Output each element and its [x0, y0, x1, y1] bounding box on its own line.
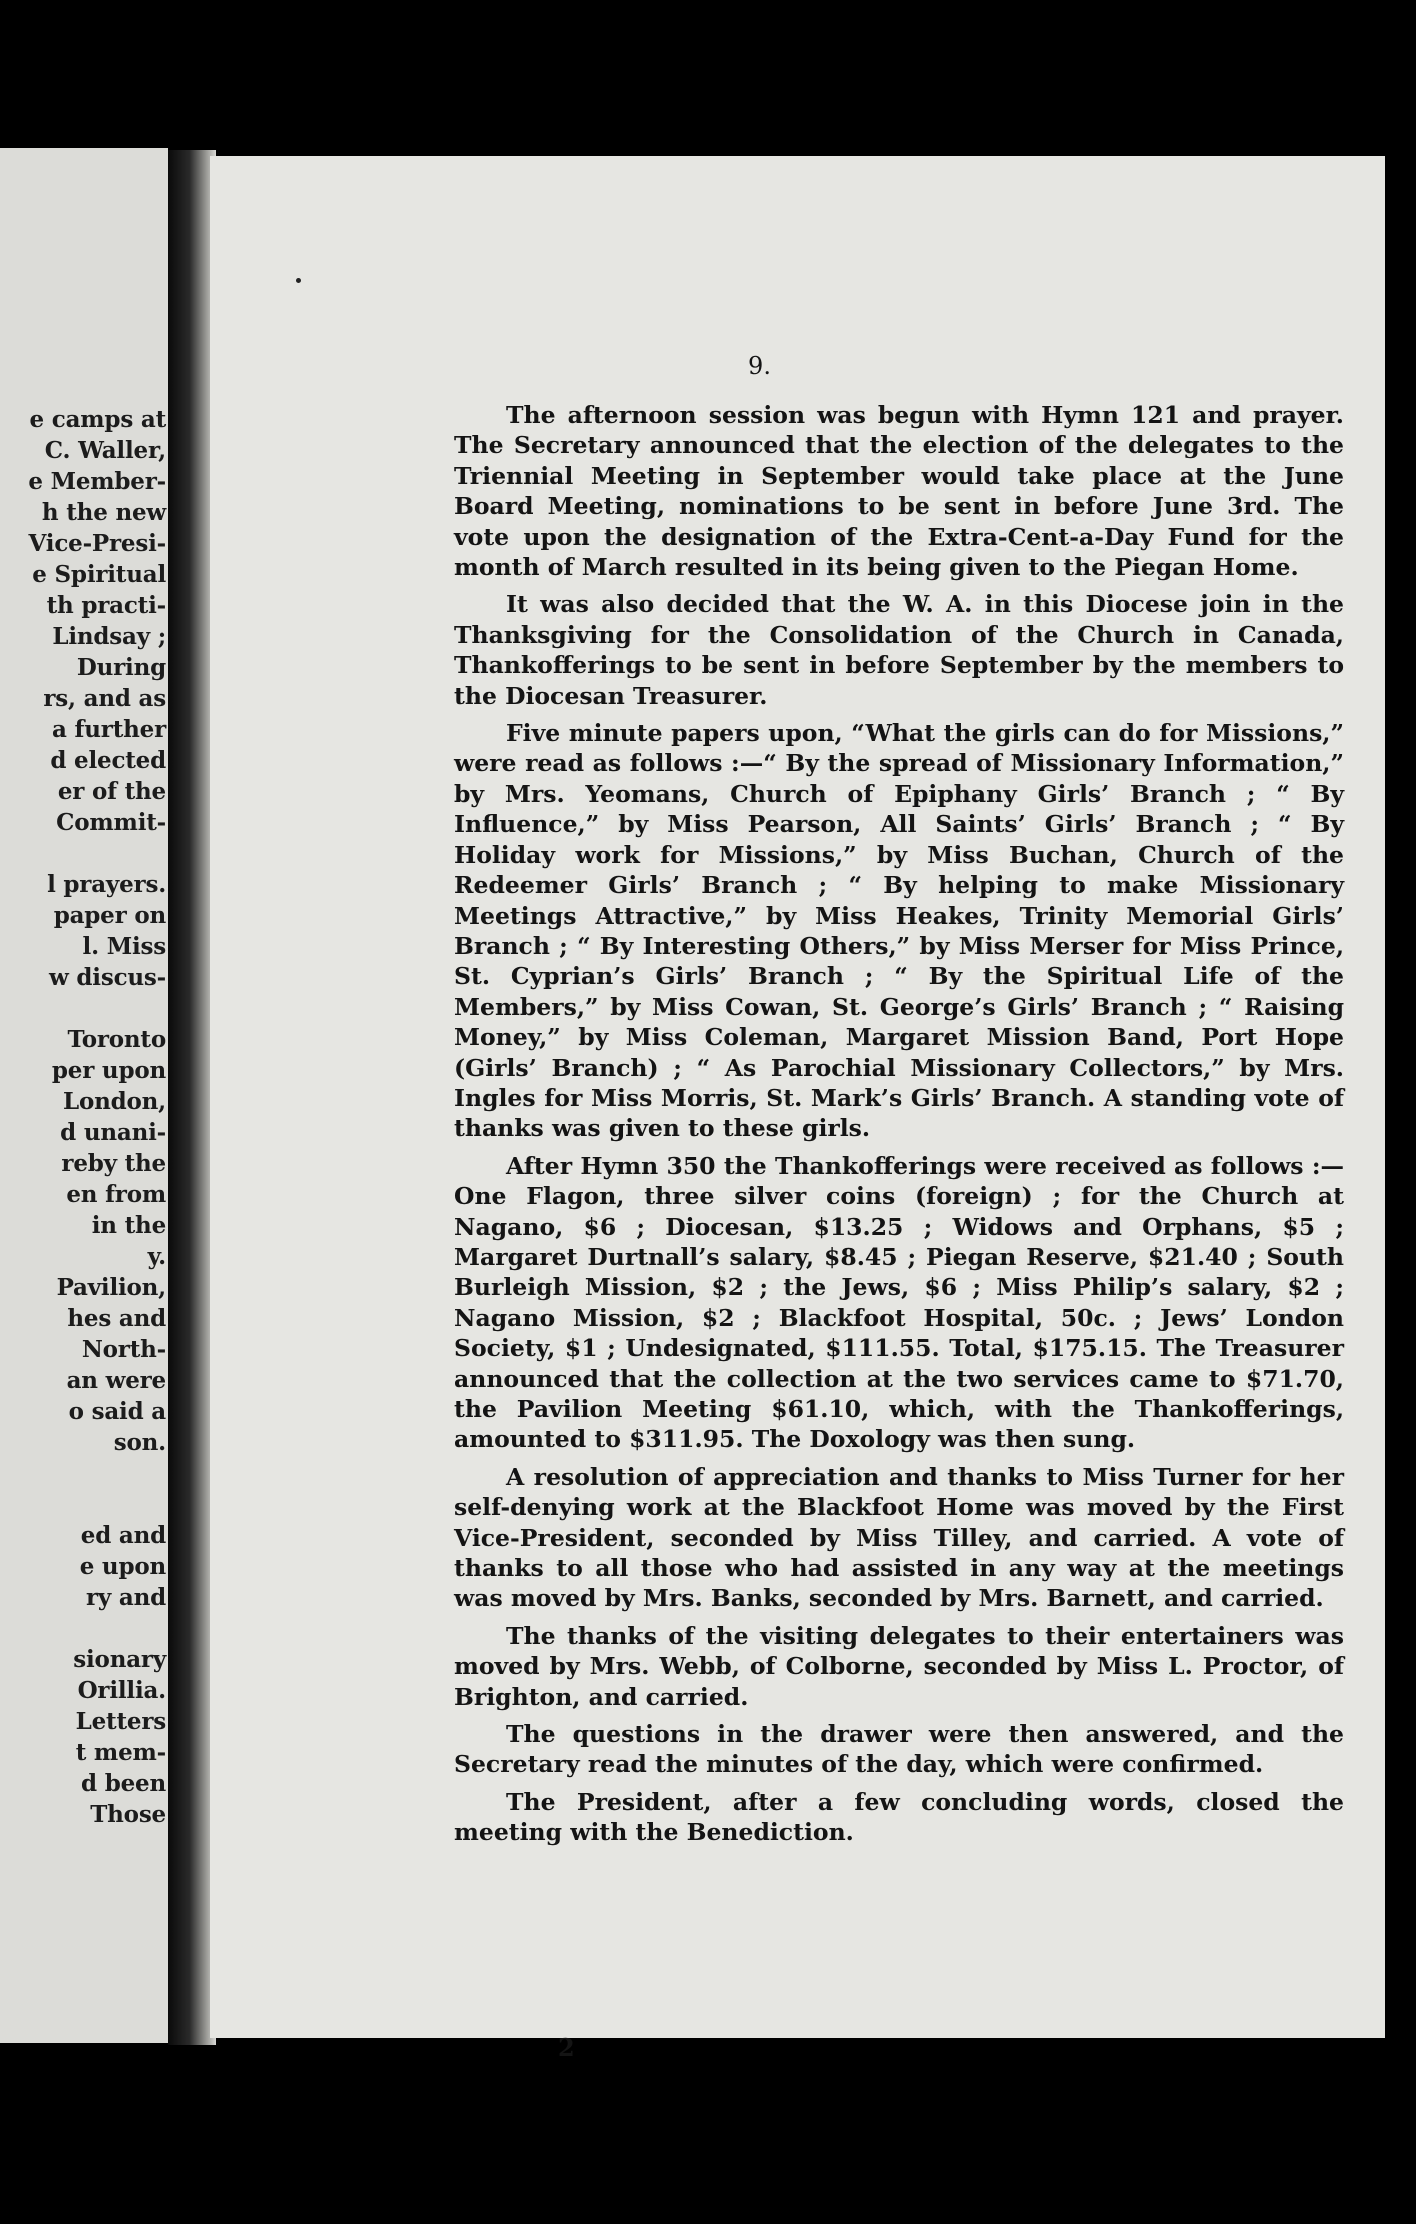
facing-page-line: C. Waller,	[44, 437, 166, 464]
facing-page-line: e Member-	[28, 468, 166, 495]
facing-page-line	[0, 993, 166, 1024]
facing-page-line: reby the	[61, 1150, 166, 1177]
facing-page-line: y.	[147, 1243, 166, 1270]
document-page	[210, 156, 1385, 2062]
facing-page-line: Toronto	[67, 1026, 166, 1053]
facing-page-line	[0, 1489, 166, 1520]
page-body-text	[454, 400, 1344, 1848]
facing-page-line: l. Miss	[82, 933, 166, 960]
facing-page-line: in the	[91, 1212, 166, 1239]
facing-page-line	[0, 1613, 166, 1644]
facing-page-line: rs, and as	[43, 685, 166, 712]
facing-page-line: Vice-Presi-	[28, 530, 166, 557]
facing-page-line: Those	[90, 1801, 166, 1828]
facing-page-line: d unani-	[60, 1119, 166, 1146]
facing-page-line: an were	[66, 1367, 166, 1394]
body-paragraph: The President, after a few concluding words, closed the meeting with the Benediction.	[454, 1787, 1344, 1847]
facing-page-line: d been	[81, 1770, 166, 1797]
facing-page-line: er of the	[57, 778, 166, 805]
printer-signature-mark: 2	[558, 2033, 575, 2062]
facing-page-line: ed and	[80, 1522, 166, 1549]
facing-page-line: North-	[81, 1336, 166, 1363]
facing-page-line	[0, 1458, 166, 1489]
facing-page-line: en from	[66, 1181, 166, 1208]
facing-page-line: Commit-	[56, 809, 166, 836]
facing-page-line: ry and	[86, 1584, 166, 1611]
body-paragraph: Five minute papers upon, “What the girls can do for Missions,” were read as follows :—“ By the spread of Missionary Information,” by Mrs. Yeomans, Church of Epiphany Girls’ Branch ; “ By Influence,” by Miss Pearson, All Saints’ Girls’ Branch ; “ By Holiday work for Missions,” by Miss Buchan, Church of the Redeemer Girls’ Branch ; “ By helping to make Missionary Meetings Attractive,” by Miss Heakes, Trinity Memorial Girls’ Branch ; “ By Interesting Others,” by Miss Merser for Miss Prince, St. Cyprian’s Girls’ Branch ; “ By the Spiritual Life of the Members,” by Miss Cowan, St. George’s Girls’ Branch ; “ Raising Money,” by Miss Coleman, Margaret Mission Band, Port Hope (Girls’ Branch) ; “ As Parochial Missionary Collectors,” by Mrs. Ingles for Miss Morris, St. Mark’s Girls’ Branch. A standing vote of thanks was given to these girls.	[454, 719, 1344, 1143]
facing-page-fragment	[0, 148, 168, 2043]
facing-page-line: son.	[113, 1429, 166, 1456]
body-paragraph: The questions in the drawer were then answered, and the Secretary read the minutes of the day, which were confirmed.	[454, 1720, 1344, 1779]
body-paragraph: The thanks of the visiting delegates to their entertainers was moved by Mrs. Webb, of Colborne, seconded by Miss L. Proctor, of Brighton, and carried.	[454, 1621, 1344, 1711]
facing-page-line: sionary	[73, 1646, 166, 1673]
body-paragraph: The afternoon session was begun with Hymn 121 and prayer. The Secretary announced that the election of the delegates to the Triennial Meeting in September would take place at the June Board Meeting, nominations to be sent in before June 3rd. The vote upon the designation of the Extra-Cent-a-Day Fund for the month of March resulted in its being given to the Piegan Home.	[454, 401, 1344, 582]
facing-page-line: l prayers.	[47, 871, 166, 898]
facing-page-line: hes and	[67, 1305, 166, 1332]
body-paragraph: A resolution of appreciation and thanks to Miss Turner for her self-denying work at the Blackfoot Home was moved by the First Vice-President, seconded by Miss Tilley, and carried. A vote of thanks to all those who had assisted in any way at the meetings was moved by Mrs. Banks, seconded by Mrs. Barnett, and carried.	[454, 1462, 1344, 1613]
facing-page-line: per upon	[51, 1057, 166, 1084]
facing-page-line: Orillia.	[77, 1677, 166, 1704]
page-number: 9.	[748, 352, 771, 380]
facing-page-line: Letters	[75, 1708, 166, 1735]
facing-page-line: e camps at	[29, 406, 166, 433]
facing-page-line	[0, 838, 166, 869]
facing-page-text-column	[0, 404, 166, 1830]
facing-page-line: t mem-	[75, 1739, 166, 1766]
facing-page-line: London,	[63, 1088, 166, 1115]
facing-page-line: h the new	[41, 499, 166, 526]
facing-page-line: e upon	[79, 1553, 166, 1580]
facing-page-line: paper on	[53, 902, 166, 929]
facing-page-line: During	[76, 654, 166, 681]
facing-page-line: w discus-	[49, 964, 166, 991]
facing-page-line: d elected	[50, 747, 166, 774]
body-paragraph: It was also decided that the W. A. in this Diocese join in the Thanksgiving for the Consolidation of the Church in Canada, Thankofferings to be sent in before September by the members to the Diocesan Treasurer.	[454, 590, 1344, 710]
book-gutter-shadow	[168, 150, 216, 2045]
body-paragraph: After Hymn 350 the Thankofferings were received as follows :— One Flagon, three silver coins (foreign) ; for the Church at Nagano, $6 ; Diocesan, $13.25 ; Widows and Orphans, $5 ; Margaret Durtnall’s salary, $8.45 ; Piegan Reserve, $21.40 ; South Burleigh Mission, $2 ; the Jews, $6 ; Miss Philip’s salary, $2 ; Nagano Mission, $2 ; Blackfoot Hospital, 50c. ; Jews’ London Society, $1 ; Undesignated, $111.55. Total, $175.15. The Treasurer announced that the collection at the two services came to $71.70, the Pavilion Meeting $61.10, which, with the Thankofferings, amounted to $311.95. The Doxology was then sung.	[454, 1151, 1344, 1454]
facing-page-line: o said a	[68, 1398, 166, 1425]
facing-page-line: a further	[52, 716, 166, 743]
facing-page-line: e Spiritual	[32, 561, 166, 588]
facing-page-line: Lindsay ;	[52, 623, 166, 650]
scan-speck	[296, 278, 301, 283]
facing-page-line: Pavilion,	[56, 1274, 166, 1301]
facing-page-line: th practi-	[46, 592, 166, 619]
